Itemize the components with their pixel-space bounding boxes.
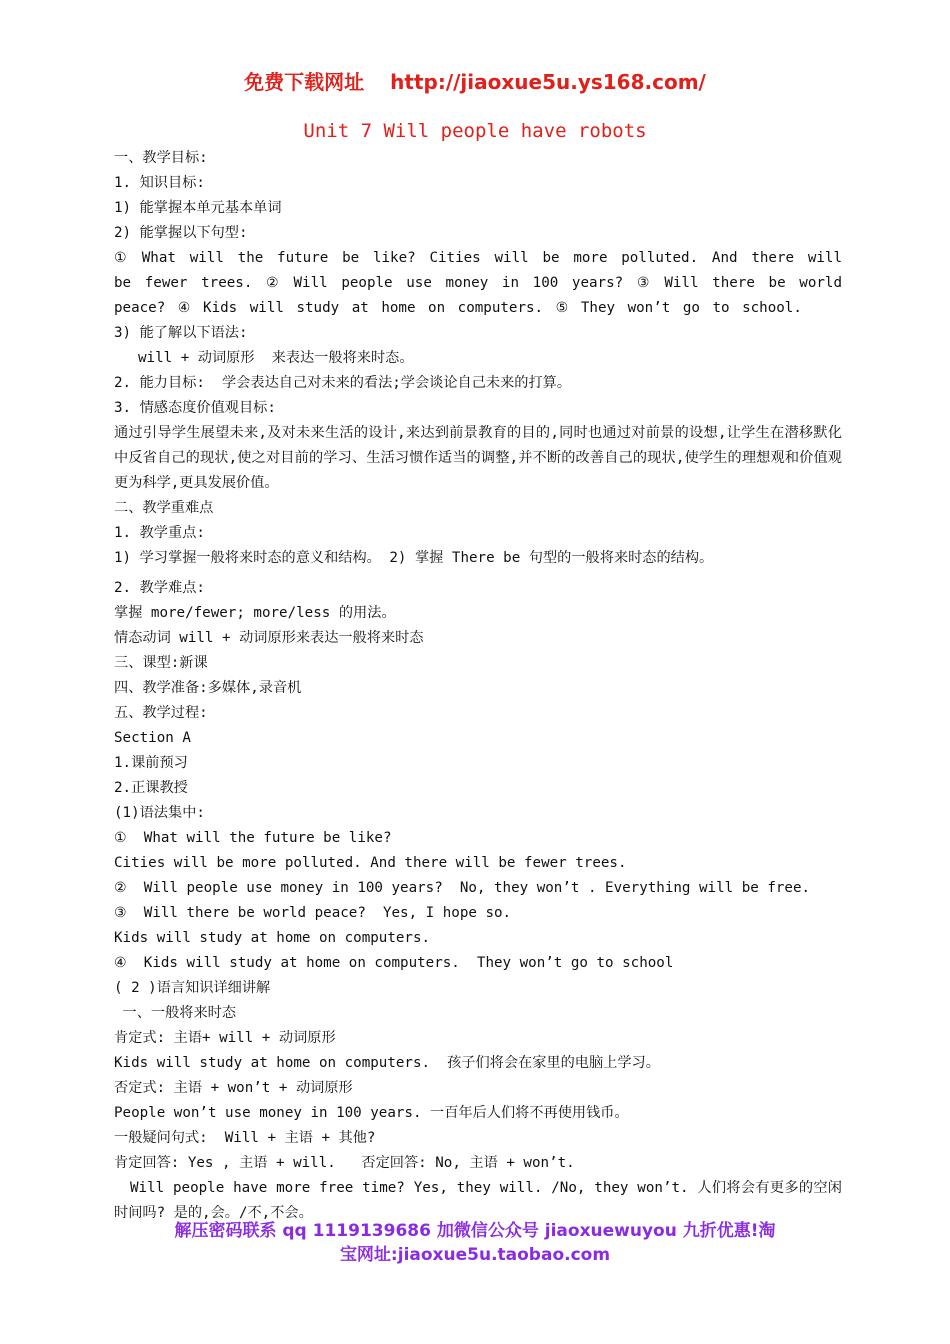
text-line: Section A xyxy=(114,730,191,746)
example-sentence: ③ Will there be world peace? Yes, I hope so. xyxy=(114,905,512,921)
example-sentence: Kids will study at home on computers. 孩子们将会在家里的电脑上学习。 xyxy=(114,1055,660,1071)
download-footer xyxy=(0,1219,950,1267)
download-header xyxy=(0,66,950,95)
section-heading-type: 三、课型:新课 xyxy=(114,655,208,671)
text-line: 一般疑问句式: Will + 主语 + 其他? xyxy=(114,1130,376,1146)
text-line: 1) 学习掌握一般将来时态的意义和结构。 2) 掌握 There be 句型的一般将来时态的结构。 xyxy=(114,550,714,566)
text-line: 1) 能掌握本单元基本单词 xyxy=(114,200,282,216)
text-line: 3) 能了解以下语法: xyxy=(114,325,248,341)
sentence-patterns: ① What will the future be like? Cities will be more polluted. And there will be fewer trees. ② Will people use money in 100 years? ③ Will there be world peace? ④ Kids will study at home on computers. ⑤ They won’t go to school. xyxy=(114,250,842,316)
example-sentence: People won’t use money in 100 years. 一百年后人们将不再使用钱币。 xyxy=(114,1105,629,1121)
text-line: 2.正课教授 xyxy=(114,780,188,796)
text-line: 肯定回答: Yes , 主语 + will. 否定回答: No, 主语 + won’t. xyxy=(114,1155,575,1171)
example-sentence: ② Will people use money in 100 years? No, they won’t . Everything will be free. xyxy=(114,880,811,896)
example-sentence: ④ Kids will study at home on computers. They won’t go to school xyxy=(114,955,674,971)
subheading-difficulty: 2. 教学难点: xyxy=(114,580,205,596)
text-line: 掌握 more/fewer; more/less 的用法。 xyxy=(114,605,396,621)
text-line: 否定式: 主语 + won’t + 动词原形 xyxy=(114,1080,353,1096)
example-sentence: Cities will be more polluted. And there will be fewer trees. xyxy=(114,855,627,871)
subheading-knowledge: 1. 知识目标: xyxy=(114,175,205,191)
example-sentence: Kids will study at home on computers. xyxy=(114,930,431,946)
section-heading-goals: 一、教学目标: xyxy=(114,150,208,166)
header-url[interactable]: http://jiaoxue5u.ys168.com/ xyxy=(390,70,706,94)
text-line: 1.课前预习 xyxy=(114,755,188,771)
lesson-body xyxy=(114,146,842,1226)
text-line: ( 2 )语言知识详细讲解 xyxy=(114,980,271,996)
subheading-ability: 2. 能力目标: 学会表达自己对未来的看法;学会谈论自己未来的打算。 xyxy=(114,375,572,391)
section-heading-keypoints: 二、教学重难点 xyxy=(114,500,214,516)
text-line: 一、一般将来时态 xyxy=(114,1005,237,1021)
subheading-attitude: 3. 情感态度价值观目标: xyxy=(114,400,276,416)
unit-title: Unit 7 Will people have robots xyxy=(303,120,647,142)
paragraph-attitude: 通过引导学生展望未来,及对未来生活的设计,来达到前景教育的目的,同时也通过对前景的设想,让学生在潜移默化中反省自己的现状,使之对目前的学习、生活习惯作适当的调整,并不断的改善自己的现状,使学生的理想观和价值观更为科学,更具发展价值。 xyxy=(114,425,842,491)
text-line: 2) 能掌握以下句型: xyxy=(114,225,248,241)
header-label: 免费下载网址 xyxy=(244,70,365,94)
section-heading-prep: 四、教学准备:多媒体,录音机 xyxy=(114,680,302,696)
text-line: will + 动词原形 来表达一般将来时态。 xyxy=(138,350,414,366)
text-line: 情态动词 will + 动词原形来表达一般将来时态 xyxy=(114,630,424,646)
example-sentence: ① What will the future be like? xyxy=(114,830,392,846)
footer-line1: 解压密码联系 qq 1119139686 加微信公众号 jiaoxuewuyou 九折优惠!淘 xyxy=(174,1221,776,1241)
footer-line2[interactable]: 宝网址:jiaoxue5u.taobao.com xyxy=(339,1245,611,1265)
text-line: 肯定式: 主语+ will + 动词原形 xyxy=(114,1030,336,1046)
subheading-focus: 1. 教学重点: xyxy=(114,525,205,541)
section-heading-process: 五、教学过程: xyxy=(114,705,208,721)
text-line: (1)语法集中: xyxy=(114,805,205,821)
example-sentence: Will people have more free time? Yes, they will. /No, they won’t. 人们将会有更多的空闲时间吗? 是的,会。/不,不会。 xyxy=(114,1180,842,1221)
